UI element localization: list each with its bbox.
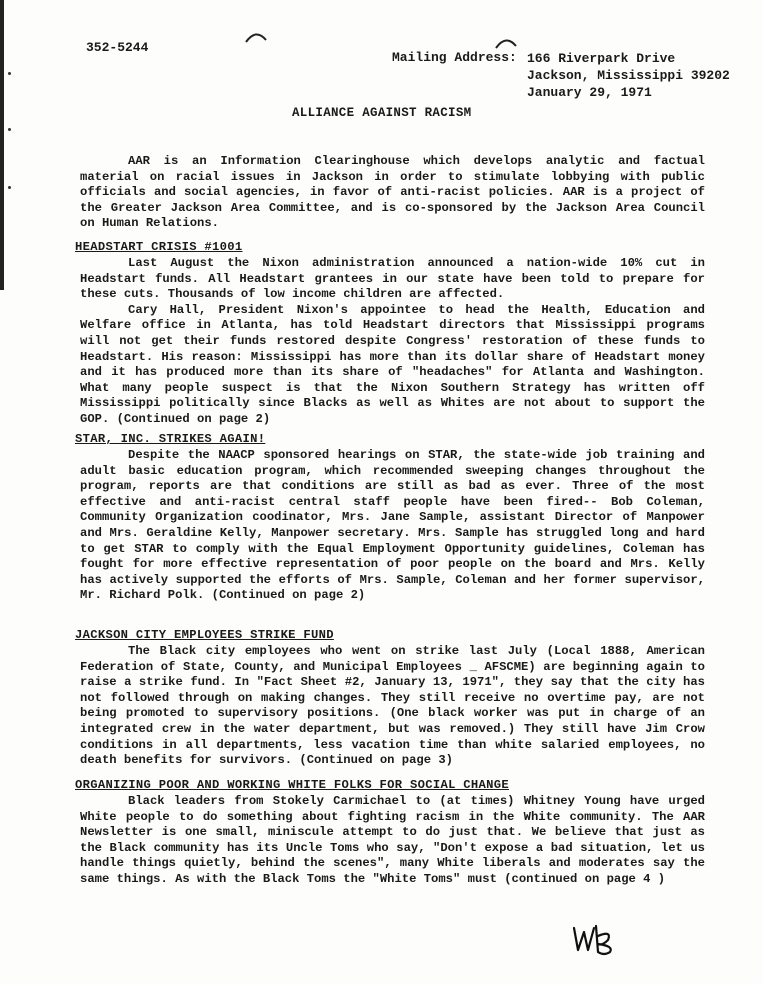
mailing-address (527, 50, 730, 101)
section-paragraph: The Black city employees who went on strike last July (Local 1888, American Federation of State, County, and Municipal Employees _ AFSCME) are beginning again to raise a strike fund. In "Fact Sheet #2, January 13, 1971", they say that the city has not followed through on making changes. They still receive no overtime pay, are not being promoted to supervisory positions. (One black worker was put in charge of an integrated crew in the water department, but was removed.) They still have Jim Crow conditions in all departments, less vacation time than white salaried employees, no death benefits for survivors. (Continued on page 3) (80, 644, 705, 768)
address-line: 166 Riverpark Drive (527, 51, 676, 66)
punch-hole-mark (494, 36, 518, 50)
document-title: ALLIANCE AGAINST RACISM (292, 106, 472, 120)
section-body (80, 448, 705, 604)
section-heading: ORGANIZING POOR AND WORKING WHITE FOLKS FOR SOCIAL CHANGE (75, 778, 509, 792)
section-body (80, 644, 705, 769)
section-heading: HEADSTART CRISIS #1001 (75, 240, 243, 254)
section-body (80, 256, 705, 428)
intro-text: AAR is an Information Clearinghouse which develops analytic and factual material on racial issues in Jackson in order to stimulate lobbying with public officials and social agencies, in favor of anti-racist policies. AAR is a project of the Greater Jackson Area Committee, and is co-sponsored by the Jackson Area Council on Human Relations. (80, 154, 705, 231)
scan-edge-mark (0, 0, 4, 290)
section-paragraph: Despite the NAACP sponsored hearings on STAR, the state-wide job training and adult basic education program, which recommended sweeping changes throughout the program, reports are that conditions are still as bad as ever. Three of the most effective and anti-racist central staff people have been fired-- Bob Coleman, Community Organization coodinator, Mrs. Jane Sample, assistant Director of Manpower and Mrs. Geraldine Kelly, Manpower secretary. Mrs. Sample has struggled long and hard to get STAR to comply with the Equal Employment Opportunity guidelines, Coleman has fought for more effective representation of poor people on the board and Mrs. Kelly has actively supported the efforts of Mrs. Sample, Coleman and her former supervisor, Mr. Richard Polk. (Continued on page 2) (80, 448, 705, 603)
phone-number: 352-5244 (86, 40, 149, 55)
section-paragraph: Last August the Nixon administration announced a nation-wide 10% cut in Headstart funds. All Headstart grantees in our state have been told to prepare for these cuts. Thousands of low income children are affected. (80, 256, 705, 302)
address-line: Jackson, Mississippi 39202 (527, 68, 730, 83)
punch-hole-mark (244, 30, 268, 44)
handwritten-initials (568, 918, 628, 958)
scan-speck (8, 72, 11, 75)
mailing-address-label: Mailing Address: (392, 50, 517, 65)
scan-speck (8, 186, 11, 189)
section-body (80, 794, 705, 888)
section-heading: JACKSON CITY EMPLOYEES STRIKE FUND (75, 628, 334, 642)
scan-speck (8, 128, 11, 131)
date-line: January 29, 1971 (527, 85, 652, 100)
section-heading: STAR, INC. STRIKES AGAIN! (75, 432, 266, 446)
intro-paragraph (80, 154, 705, 232)
section-paragraph: Black leaders from Stokely Carmichael to (at times) Whitney Young have urged White people to do something about fighting racism in the White community. The AAR Newsletter is one small, miniscule attempt to do just that. We believe that just as the Black community has its Uncle Toms who say, "Don't expose a bad situation, let us handle things quietly, behind the scenes", many White liberals and moderates say the same things. As with the Black Toms the "White Toms" must (continued on page 4 ) (80, 794, 705, 886)
section-paragraph: Cary Hall, President Nixon's appointee to head the Health, Education and Welfare office in Atlanta, has told Headstart directors that Mississippi programs will not get their funds restored despite Congress' restoration of these funds to Headstart. His reason: Mississippi has more than its dollar share of Headstart money and it has produced more than its share of "headaches" for Atlanta and Washington. What many people suspect is that the Nixon Southern Strategy has written off Mississippi politically since Blacks as well as Whites are not about to support the GOP. (Continued on page 2) (80, 302, 705, 426)
